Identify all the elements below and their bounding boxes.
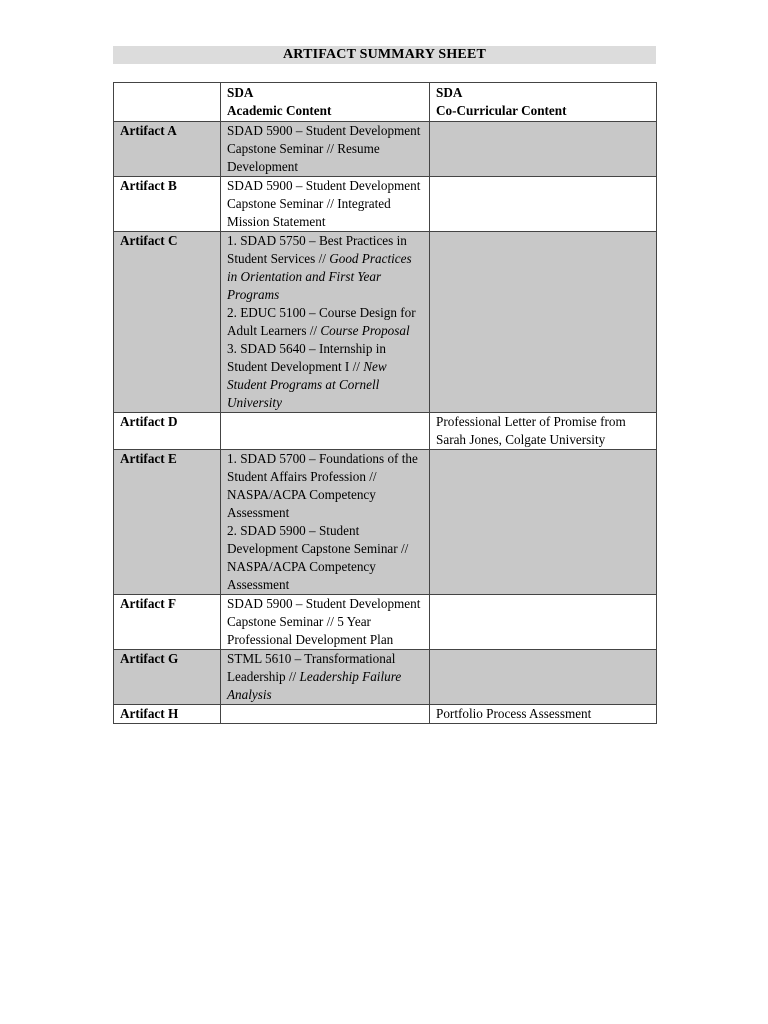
academic-item-1: 1. SDAD 5700 – Foundations of the Student Affairs Profession // NASPA/ACPA Competency Assessment: [227, 451, 418, 520]
academic-cell: SDAD 5900 – Student Development Capstone Seminar // Resume Development: [221, 122, 430, 177]
row-label: Artifact H: [114, 705, 221, 724]
academic-cell: SDAD 5900 – Student Development Capstone Seminar // 5 Year Professional Development Plan: [221, 595, 430, 650]
row-label: Artifact G: [114, 650, 221, 705]
header-academic-line2: Academic Content: [227, 103, 332, 118]
cocurricular-cell: [430, 595, 657, 650]
academic-item-2: 2. SDAD 5900 – Student Development Capstone Seminar // NASPA/ACPA Competency Assessment: [227, 523, 409, 592]
cocurricular-cell: [430, 232, 657, 413]
academic-item-3-course: 3. SDAD 5640 – Internship in Student Development I //: [227, 341, 386, 374]
academic-course: STML 5610 – Transformational Leadership //: [227, 651, 396, 684]
academic-title: Leadership Failure Analysis: [227, 669, 402, 702]
academic-cell: [221, 450, 430, 595]
table-row-artifact-e: [114, 450, 657, 595]
cocurricular-cell: Portfolio Process Assessment: [430, 705, 657, 724]
cocurricular-cell: [430, 122, 657, 177]
academic-item-2-course: 2. EDUC 5100 – Course Design for Adult Learners //: [227, 305, 416, 338]
table-row-artifact-f: [114, 595, 657, 650]
cocurricular-cell: [430, 650, 657, 705]
header-cocurricular-line1: SDA: [436, 85, 463, 100]
table-row-artifact-g: [114, 650, 657, 705]
cocurricular-cell: [430, 177, 657, 232]
academic-cell: [221, 413, 430, 450]
table-row-artifact-a: [114, 122, 657, 177]
table-header-row: [114, 83, 657, 122]
academic-cell: SDAD 5900 – Student Development Capstone Seminar // Integrated Mission Statement: [221, 177, 430, 232]
table-row-artifact-d: [114, 413, 657, 450]
cocurricular-cell: [430, 450, 657, 595]
cocurricular-cell: Professional Letter of Promise from Sarah Jones, Colgate University: [430, 413, 657, 450]
header-cocurricular-line2: Co-Curricular Content: [436, 103, 567, 118]
header-academic-line1: SDA: [227, 85, 254, 100]
table-row-artifact-b: [114, 177, 657, 232]
academic-item-1-course: 1. SDAD 5750 – Best Practices in Student Services //: [227, 233, 407, 266]
academic-item-3-title: New Student Programs at Cornell University: [227, 359, 387, 410]
header-cell-empty: [114, 83, 221, 122]
academic-cell: [221, 705, 430, 724]
row-label: Artifact F: [114, 595, 221, 650]
row-label: Artifact D: [114, 413, 221, 450]
row-label: Artifact B: [114, 177, 221, 232]
row-label: Artifact E: [114, 450, 221, 595]
academic-cell: [221, 650, 430, 705]
artifact-summary-table: [113, 82, 657, 724]
academic-item-1-title: Good Practices in Orientation and First Year Programs: [227, 251, 412, 302]
page-title: ARTIFACT SUMMARY SHEET: [113, 46, 656, 64]
table-row-artifact-h: [114, 705, 657, 724]
row-label: Artifact A: [114, 122, 221, 177]
academic-item-2-title: Course Proposal: [320, 323, 410, 338]
header-cell-academic: [221, 83, 430, 122]
academic-cell: [221, 232, 430, 413]
row-label: Artifact C: [114, 232, 221, 413]
header-cell-cocurricular: [430, 83, 657, 122]
table-row-artifact-c: [114, 232, 657, 413]
